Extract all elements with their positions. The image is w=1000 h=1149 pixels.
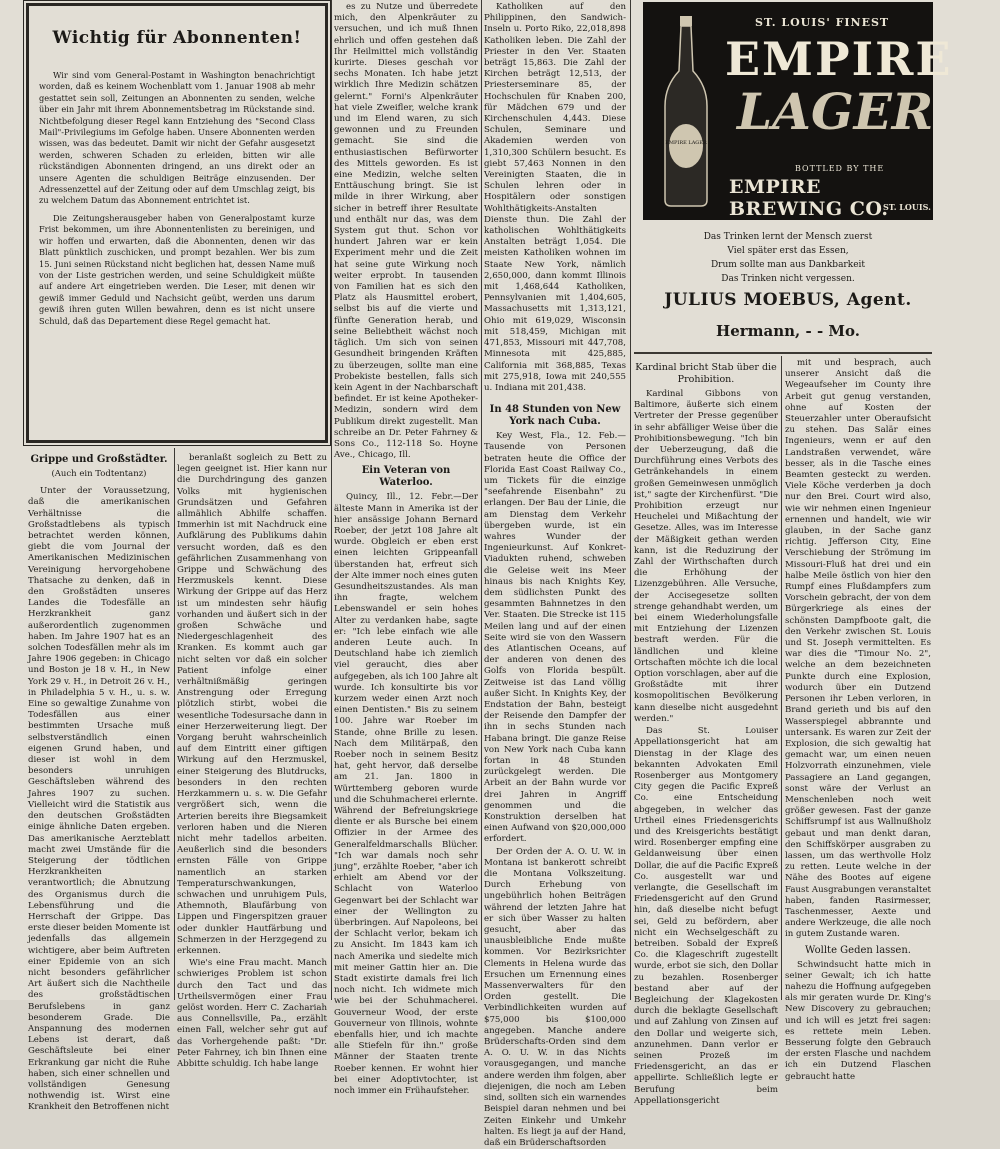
subscriber-notice-box	[26, 3, 328, 443]
woman-story-text: Wie's eine Frau macht. Manch schwieriges Problem ist schon durch den Tact und das Urtheilsvermögen einer Frau gelöst worden. Herr C. Zachariah aus Connellsville, Pa., erzählt einen Fall, welcher sehr gut auf das Vorhergehende paßt: "Dr. Peter Fahrney, ich bin Ihnen eine Abbitte schuldig. Ich habe lange	[177, 958, 327, 1069]
county-road-article	[785, 358, 931, 1082]
notice-title: Wichtig für Abonnenten!	[52, 28, 302, 48]
ad-brewery: EMPIRE BREWING CO.	[729, 176, 889, 220]
bottle-label-text: EMPIRE LAGER	[665, 140, 707, 146]
section-rule	[634, 352, 932, 354]
grippe-continued-text: beranlaßt sogleich zu Bett zu legen geeignet ist. Hier kann nur die Durchdringung des ganzen Volks mit hygienischen Grundsätzen und Gefahren allmählich Abhilfe schaffen. Immerhin ist mit Nachdruck eine Aufklärung des Publikums dahin versucht worden, daß es den gefährlichen Zusammenhang von Grippe und Schwächung des Herzmuskels kennt. Diese Wirkung der Grippe auf das Herz ist um mindesten sehr häufig vorhanden und äußert sich in der großen Schwäche und Niedergeschlagenheit des Kranken. Es kommt auch gar nicht selten vor daß ein solcher Patient infolge einer verhältnißmäßig geringen Anstrengung oder Erregung plötzlich stirbt, wobei die wesentliche Todesursache dann in einer Herzerweiterung liegt. Der Vorgang beruht wahrscheinlich auf dem Eintritt einer giftigen Wirkung auf den Herzmuskel, einer Steigerung des Blutdrucks, besonders in den rechten Herzkammern u. s. w. Die Gefahr vergrößert sich, wenn die Arterien bereits ihre Biegsamkeit verloren haben und die Nieren nicht mehr tadellos arbeiten. Aeußerlich sind die besonders ernsten Fälle von Grippe namentlich an starken Temperaturschwankungen, schwachen und unruhigem Puls, Athemnoth, Blaufärbung von Lippen und Fingerspitzen grauer oder dunkler Hautfärbung und Schmerzen in der Herzgegend zu erkennen.	[177, 453, 327, 956]
prohibition-heading: Kardinal bricht Stab über die Prohibition.	[635, 362, 777, 385]
drinking-poem	[643, 230, 933, 286]
consumption-heading: Wollte Geden lassen.	[805, 944, 911, 956]
grippe-text: Unter der Voraussetzung, daß die amerikanischen Verhältnisse die Großstadtlebens als typisch betrachtet werden können, giebt die vom Journal der Amerikanischen Medizinischen Vereinigung hervorgehobene Thatsache zu denken, daß in den Großstädten unseres Landes die Todesfälle an Herzkrankheit ganz außerordentlich zugenommen haben. Im Jahre 1907 hat es an solchen Todesfällen mehr als im Jahre 1906 gegeben: in Chicago und Boston je 18 v. H., in New York 29 v. H., in Detroit 26 v. H., in Philadelphia 5 v. H., u. s. w. Eine so gewaltige Zunahme von Todesfällen aus einer bestimmten Ursache muß selbstverständlich einen eigenen Grund haben, und dieser ist wohl in dem besonders unruhigen Geschäftsleben während des Jahres 1907 zu suchen. Vielleicht wird die Statistik aus den deutschen Großstädten einige ähnliche Daten ergeben. Das amerikanische Aerzteblatt macht zwei Umstände für die Steigerung der tödtlichen Herzkrankheiten verantwortlich; die Abnutzung des Organismus durch die Lebensführung und die Herrschaft der Grippe. Das erste dieser beiden Momente ist jedenfalls das allgemein wichtigere, aber beim Auftreten einer Epidemie von an sich nicht besonders gefährlicher Art äußert sich die Nachtheile des großstädtischen Berufslebens in ganz besonderem Grade. Die Anspannung des modernen Lebens ist derart, daß Geschäftsleute bei einer Erkrankung gar nicht die Ruhe haben, sich einer schnellen und vollständigen Genesung nothwendig ist. Wirst eine Krankheit den Betroffenen nicht	[28, 486, 170, 1113]
veteran-text: Quincy, Ill., 12. Febr.—Der älteste Mann in Amerika ist der hier ansässige Johann Bernard Roeber, der jetzt 108 Jahre alt wurde. Obgleich er eben erst einen leichten Grippeanfall überstanden hat, erfreut sich der Alte immer noch eines guten Gesundheitszustandes. Als man ihn fragte, welchem Lebenswandel er sein hohes Alter zu verdanken habe, sagte er: "Ich lebe einfach wie alle anderen Leute auch. In Deutschland habe ich ziemlich viel geraucht, dies aber aufgegeben, als ich 100 Jahre alt wurde. Ich konsultirte bis vor kurzem weder einen Arzt noch einen Dentisten." Bis zu seinem 100. Jahre war Roeber im Stande, ohne Brille zu lesen. Nach dem Militärpaß, den Roeber noch in seinem Besitz hat, geht hervor, daß derselbe am 21. Jan. 1800 in Württemberg geboren wurde und die Schuhmacherei erlernte. Während der Befreiungskriege diente er als Bursche bei einem Offizier in der Armee des Generalfeldmarschalls Blücher. "Ich war damals noch sehr jung", erzählte Roeber, "aber ich erhielt am Abend vor der Schlacht von Waterloo Gegenwart bei der Schlacht war einer der Wellington zu überbringen. Auf Napoleons, bei der Schlacht verlor, bekam ich zu Ansicht. Im 1843 kam ich nach Amerika und siedelte mich mit meiner Gattin hier an. Die Stadt existirte damals frei lich noch nicht. Ich widmete mich wie bei der Schuhmacherei. Gouverneur Wood, der erste Gouverneur von Illinois, wohnte ebenfalls hier, und ich machte alle Stiefeln für ihn." große Männer der Staaten trente Roeber kennen. Er wohnt hier bei einer Adoptivtochter, ist noch immer ein Frühaufsteher.	[334, 492, 478, 1097]
poem-line-2: Viel später erst das Essen,	[727, 246, 849, 256]
cuba-text: Key West, Fla., 12. Feb.—Tausende von Personen betraten heute die Office der Florida East Coast Railway Co., um Tickets für die einzige "seefahrende Eisenbahn" zu erlangen. Der Bau der Linie, die am Dienstag dem Verkehr übergeben wurde, ist ein wahres Wunder der Ingenieurkunst. Auf Konkret-Viadukten ruhend, schweben die Geleise weit ins Meer hinaus bis nach Knights Key, dem südlichsten Punkt des gesammten Bahnnetzes in den Ver. Staaten. Die Strecke ist 115 Meilen lang und auf der einen Seite wird sie von den Wassern des Atlantischen Oceans, auf der anderen von denen des Golfs von Florida bespült. Zeitweise ist das Land völlig außer Sicht. In Knights Key, der Endstation der Bahn, besteigt der Reisende den Dampfer der ihn in sechs Stunden nach Habana bringt. Die ganze Reise von New York nach Cuba kann fortan in 48 Stunden zurückgelegt werden. Die Arbeit an der Bahn wurde vor drei Jahren in Angriff genommen und die Konstruktion derselben hat einen Aufwand von $20,000,000 erfordert.	[484, 431, 626, 845]
alpenkraeuter-article	[334, 2, 478, 1097]
column-rule	[331, 0, 332, 1000]
ad-product: LAGER	[737, 82, 934, 141]
ad-brand: EMPIRE	[725, 32, 953, 86]
grippe-subheading: (Auch ein Todtentanz)	[51, 469, 147, 479]
column-rule	[630, 0, 631, 1000]
notice-body	[39, 70, 315, 327]
poem-line-1: Das Trinken lernt der Mensch zuerst	[703, 232, 873, 242]
column-rule	[481, 0, 482, 1000]
column-rule	[781, 356, 782, 1000]
beer-bottle-icon	[663, 16, 709, 206]
empire-lager-advertisement	[643, 2, 953, 220]
column-rule	[174, 448, 175, 1000]
county-road-text: mit und besprach, auch unserer Ansicht daß die Wegeaufseher im County ihre Arbeit gut genug verstanden, ohne auf Kosten der Steuerzahler unter Oberaufsicht zu stehen. Das Salär eines Ingenieurs, wenn er auf den Landstraßen verwendet, wäre besser, als in die Tasche eines Beamten gesteckt zu werden. Viele Köche verderben ja doch nur den Brei. Court wird also, wie wir nehmen einen Ingenieur ernennen und handelt, wie wir glauben, in der Sache ganz richtig. Jefferson City, Eine Verschiebung der Strömung im Missouri-Fluß hat drei und ein halbe Meile östlich von hier den Rumpf eines Flußdampfers zum Vorschein gebracht, der von dem Bürgerkriege als eines der schönsten Dampfboote galt, die den Verkehr zwischen St. Louis und St. Joseph vermittelten. Es war dies die "Timour No. 2", welche an dem bezeichneten Punkte durch eine Explosion, wodurch über ein Dutzend Personen ihr Leben verloren, in Brand gerieth und bis auf den Wasserspiegel abbrannte und untersank. Es waren zur Zeit der Explosion, die sich gewaltig hat gemacht war, um einen neuen Holzvorrath einzunehmen, viele Passagiere an Land gegangen, sonst wäre der Verlust an Menschenleben noch weit größer gewesen. Fast der ganze Schiffsrumpf ist aus Wallnußholz gebaut und man denkt daran, den Schiffskörper ausgraben zu lassen, um das werthvolle Holz zu retten. Leute welche in der Nähe des Bootes auf eigene Faust Ausgrabungen veranstaltet haben, fanden Rasirmesser, Taschenmesser, Aexte und andere Werkzeuge, die alle noch in gutem Zustande waren.	[785, 358, 931, 940]
poem-line-4: Das Trinken nicht vergessen.	[721, 274, 855, 284]
poem-line-3: Drum sollte man aus Dankbarkeit	[710, 260, 866, 270]
catholic-text: Katholiken auf den Philippinen, den Sandwich-Inseln u. Porto Riko, 22,018,898 Katholiken leben. Die Zahl der Priester in den Ver. Staaten beträgt 15,863. Die Zahl der Kirchen beträgt 12,513, der Priesterseminare 85, der Hochschulen für Knaben 200, für Mädchen 679 und der Kirchenschulen 4,443. Diese Schulen, Seminare und Akademien werden von 1,310,300 Schülern besucht. Es giebt 57,463 Nonnen in den Vereinigten Staaten, die in Schulen lehren oder in Hospitälern oder sonstigen Wohlthätigkeits-Anstalten Dienste thun. Die Zahl der katholischen Wohlthätigkeits Anstalten beträgt 1,054. Die meisten Katholiken wohnen im Staate New York, nämlich 2,650,000, dann kommt Illinois mit 1,468,644 Katholiken, Pennsylvanien mit 1,404,605, Massachusetts mit 1,313,121, Ohio mit 619,029, Wisconsin mit 518,459, Michigan mit 471,853, Missouri mit 447,708, Minnesota mit 425,885, California mit 368,885, Texas mit 275,918, Iowa mit 240,555 u. Indiana mit 201,438.	[484, 2, 626, 393]
ad-bottled-by: BOTTLED BY THE	[795, 164, 885, 173]
catholic-statistics-article	[484, 2, 626, 1148]
consumption-text: Schwindsucht hatte mich in seiner Gewalt; ich ich hatte nahezu die Hoffnung aufgegeben als mir geraten wurde Dr. King's New Discovery zu gebrauchen; und ich will es jetzt frei sagen: es rettete mein Leben. Besserung folgte den Gebrauch der ersten Flasche und nachdem ich ein Dutzend Flaschen gebraucht hatte	[785, 959, 931, 1082]
notice-paragraph-1: Wir sind vom General-Postamt in Washington benachrichtigt worden, daß es keinem Wochenblatt vom 1. Januar 1908 ab mehr gestattet sein soll, Zeitungen an Abonnenten zu senden, welche über ein Jahr mit ihrem Abonnementsbetrag im Rückstande sind. Nichtbefolgung dieser Regel kann Entziehung des "Second Class Mail"-Privilegiums im Gefolge haben. Unsere Abonnenten werden wissen, was das bedeutet. Damit wir nicht der Gefahr ausgesetzt werden, schweren Schaden zu erleiden, bitten wir alle rückständigen Abonnenten dringend, an uns direkt oder an unsere Agenten die schuldigen Beiträge einzusenden. Der Adressenzettel auf der Zeitung oder auf dem Umschlag zeigt, bis zu welchem Datum das Abonnement entrichtet ist.	[39, 70, 315, 206]
agent-name: JULIUS MOEBUS, Agent.	[664, 290, 912, 310]
veteran-heading: Ein Veteran von Waterloo.	[361, 465, 451, 489]
grippe-continued	[177, 453, 327, 1069]
prohibition-article	[634, 358, 778, 1106]
ad-tagline: ST. LOUIS' FINEST	[755, 16, 890, 29]
ad-city: ST. LOUIS.	[883, 202, 931, 212]
order-text: Der Orden der A. O. U. W. in Montana ist bankerott schreibt die Montana Volkszeitung. Durch Erhebung von ungebührlich hohen Beiträgen während der letzten Jahre hat er sich über Wasser zu halten gesucht, aber das unausbleibliche Ende mußte kommen. Vor Bezirksrichter Clements in Helena wurde das Ersuchen um Ernennung eines Massenverwalters für den Orden gestellt. Die Verbindlichkeiten wurden auf $75,000 bis $100,000 angegeben. Manche andere Brüderschafts-Orden sind dem A. O. U. W. in das Nichts vorausgegangen, und manche andere werden ihm folgen, aber diejenigen, die noch am Leben sind, sollten sich ein warnendes Beispiel daran nehmen und bei Zeiten Einkehr und Umkehr halten. Es liegt ja auf der Hand, daß ein Brüderschaftsorden	[484, 846, 626, 1148]
notice-paragraph-2: Die Zeitungsherausgeber haben von Generalpostamt kurze Frist bekommen, um ihre Abonnentenlisten zu bereinigen, und wir hoffen und erwarten, daß die Abonnenten, denen wir das Blatt pünktlich zuschicken, und prompt bezahlen. Wer bis zum 15. Juni seinen Rückstand nicht beglichen hat, dessen Name muß von der Liste gestrichen werden, und seine Schuldigkeit müßte auf andere Art eingetrieben werden. Die Leser, mit denen wir gewiß immer Geduld und Nachsicht geübt, werden uns darum gewiß ihren guten Willen bewahren, denn es ist nicht unsere Schuld, daß das Departement diese Regel gemacht hat.	[39, 212, 315, 326]
agent-place: Hermann, - - Mo.	[716, 322, 860, 340]
cuba-heading: In 48 Stunden von New York nach Cuba.	[489, 404, 621, 428]
prohibition-text: Kardinal Gibbons von Baltimore, äußerte sich einem Vertreter der Presse gegenüber in sehr abfälliger Weise über die Prohibitionsbewegung. "Ich bin der Ueberzeugung, daß die Durchführung eines Verbots des Getränkehandels in einem großen Gemeinwesen unmöglich ist," sagte der Kirchenfürst. "Die Prohibition erzeugt nur Heuchelei und Mißachtung der Gesetze. Alles, was im Interesse der Mäßigkeit gethan werden kann, ist die Reduzirung der Zahl der Wirthschaften durch die Erhöhung der Lizenzgebühren. Alle Versuche, der Accisegesetze sollten strenge gehandhabt werden, um bei einem Wiederholungsfalle mit Entziehung der Lizenzen bestraft werden. Für die ländlichen und kleine Ortschaften möchte ich die local Option vorschlagen, aber auf die Großstädte mit ihrer kosmopolitischen Bevölkerung kann dieselbe nicht ausgedehnt werden."	[634, 389, 778, 724]
grippe-article	[28, 450, 170, 1113]
grippe-heading: Grippe und Großstädter.	[30, 454, 168, 465]
alpenkraeuter-text: es zu Nutze und überredete mich, den Alpenkräuter zu versuchen, und ich muß Ihnen ehrlich und offen gestehen daß Ihr Heilmittel mich vollständig kurirte. Dieses geschah vor sechs Monaten. Ich habe jetzt wirklich Ihre Medizin schätzen gelernt." Forni's Alpenkräuter hat viele Zweifler, welche krank und im Elend waren, zu sich gewonnen und zu Freunden gemacht. Sie sind die enthusiastischen Befürworter des Mittels geworden. Es ist eine Medizin, welche selten Enttäuschung bringt. Sie ist milde in ihrer Wirkung, aber sicher in betreff ihrer Resultate und enthält nur das, was dem System gut thut. Schon vor hundert Jahren war er kein Experiment mehr und die Zeit hat seine gute Wirkung noch weiter erprobt. In tausenden von Familien hat es sich den Platz als Hausmittel erobert, selbst bis auf die vierte und fünfte Generation herab, und seine Beliebtheit wächst noch täglich. Um sich von seinen Gesundheit bringenden Kräften zu überzeugen, sollte man eine Probekiste bestellen, falls sich kein Agent in der Nachbarschaft befindet. Er ist keine Apotheker-Medizin, sondern wird dem Publikum direkt zugestellt. Man schreibe an Dr. Peter Fahrney & Sons Co., 112-118 So. Hoyne Ave., Chicago, Ill.	[334, 2, 478, 461]
court-text: Das St. Louiser Appellationsgericht hat am Dienstag in der Klage des bekannten Advokaten Emil Rosenberger aus Montgomery City gegen die Pacific Expreß Co. eine Entscheidung abgegeben, in welcher das Urtheil eines Friedensgerichts und des Kreisgerichts bestätigt wird. Rosenberger empfing eine Geldanweisung über einen Dollar, die auf die Pacific Expreß Co. ausgestellt war und verlangte, die Gesellschaft im Friedensgericht auf den Grund hin, daß dieselbe nicht befugt sei, Geld zu befördern, aber nicht ein Wechselgeschäft zu betreiben. Sobald der Expreß Co. die Klageschrift zugestellt wurde, erbot sie sich, den Dollar zu bezahlen. Rosenberger bestand aber auf der Begleichung der Klagekosten durch die beklagte Gesellschaft und auf Zahlung von Zinsen auf den Dollar und weigerte sich, anzunehmen. Dann verlor er seinen Prozeß im Friedensgericht, an das er appellirte. Schließlich legte er Berufung beim Appellationsgericht	[634, 726, 778, 1106]
